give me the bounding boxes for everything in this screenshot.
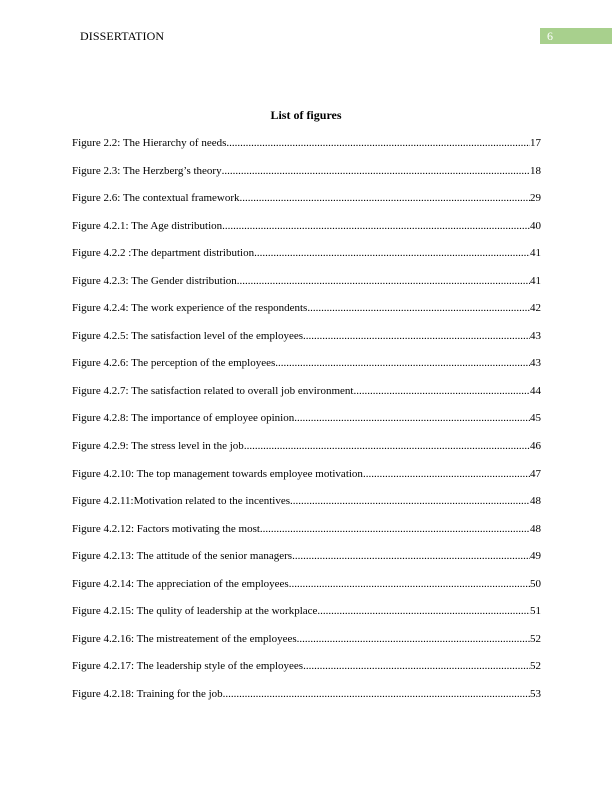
toc-entry-page: 45	[530, 412, 541, 425]
toc-entry[interactable]	[72, 301, 541, 329]
dot-leader	[237, 274, 530, 288]
dot-leader	[289, 577, 530, 591]
toc-entry-label: Figure 4.2.7: The satisfaction related to overall job environment	[72, 384, 354, 397]
toc-entry[interactable]	[72, 356, 541, 384]
toc-entry-label: Figure 2.6: The contextual framework	[72, 192, 240, 205]
toc-entry[interactable]	[72, 577, 541, 605]
toc-entry[interactable]	[72, 439, 541, 467]
dot-leader	[223, 687, 530, 701]
toc-entry-page: 51	[530, 605, 541, 618]
toc-entry[interactable]	[72, 329, 541, 357]
toc-entry-page: 41	[530, 247, 541, 260]
toc-entry-label: Figure 4.2.13: The attitude of the senior managers	[72, 550, 293, 563]
dot-leader	[303, 659, 530, 673]
toc-entry[interactable]	[72, 467, 541, 495]
toc-entry[interactable]	[72, 494, 541, 522]
toc-entry-page: 44	[530, 384, 541, 397]
dot-leader	[363, 467, 530, 481]
toc-entry[interactable]	[72, 522, 541, 550]
toc-entry[interactable]	[72, 219, 541, 247]
toc-entry-page: 46	[530, 440, 541, 453]
toc-entry[interactable]	[72, 687, 541, 715]
dot-leader	[275, 356, 530, 370]
toc-entry-page: 29	[530, 192, 541, 205]
dot-leader	[254, 246, 530, 260]
toc-entry[interactable]	[72, 549, 541, 577]
toc-entry-page: 18	[530, 164, 541, 177]
running-header: DISSERTATION	[80, 29, 165, 43]
toc-entry-label: Figure 4.2.4: The work experience of the respondents	[72, 302, 308, 315]
dot-leader	[292, 549, 530, 563]
toc-entry[interactable]	[72, 164, 541, 192]
toc-entry-page: 41	[530, 274, 541, 287]
dot-leader	[222, 164, 530, 178]
toc-entry-label: Figure 4.2.3: The Gender distribution	[72, 274, 237, 287]
toc-entry-label: Figure 4.2.6: The perception of the employees	[72, 357, 276, 370]
toc-entry-label: Figure 4.2.15: The qulity of leadership at the workplace	[72, 605, 318, 618]
toc-entry-page: 49	[530, 550, 541, 563]
toc-entry-label: Figure 4.2.11:Motivation related to the incentives	[72, 495, 291, 508]
toc-entry-label: Figure 4.2.9: The stress level in the job	[72, 440, 244, 453]
page-number: 6	[547, 29, 553, 43]
toc-entry[interactable]	[72, 246, 541, 274]
dot-leader	[317, 604, 530, 618]
toc-entry-label: Figure 4.2.8: The importance of employee opinion	[72, 412, 295, 425]
toc-entry-label: Figure 4.2.2 :The department distribution	[72, 247, 255, 260]
toc-entry-label: Figure 4.2.14: The appreciation of the employees	[72, 577, 289, 590]
dot-leader	[297, 632, 530, 646]
dot-leader	[260, 522, 530, 536]
dot-leader	[240, 191, 531, 205]
toc-entry-page: 17	[530, 137, 541, 149]
dot-leader	[353, 384, 530, 398]
dot-leader	[226, 136, 530, 150]
toc-entry-page: 52	[530, 660, 541, 673]
toc-entry-page: 43	[530, 357, 541, 370]
toc-entry[interactable]	[72, 604, 541, 632]
list-of-figures-title: List of figures	[270, 108, 342, 122]
dot-leader	[294, 411, 530, 425]
toc-entry[interactable]	[72, 411, 541, 439]
toc-entry-label: Figure 4.2.10: The top management towards employee motivation	[72, 467, 363, 480]
dot-leader	[244, 439, 530, 453]
toc-entry-page: 48	[530, 522, 541, 535]
dot-leader	[222, 219, 530, 233]
toc-entry[interactable]	[72, 136, 541, 164]
toc-entry-page: 42	[530, 302, 541, 315]
toc-entry-label: Figure 2.2: The Hierarchy of needs	[72, 137, 227, 149]
dot-leader	[307, 301, 530, 315]
toc-entry[interactable]	[72, 659, 541, 687]
list-of-figures	[72, 136, 541, 714]
toc-entry-page: 47	[530, 467, 541, 480]
toc-entry[interactable]	[72, 191, 541, 219]
toc-entry-label: Figure 2.3: The Herzberg’s theory	[72, 164, 222, 177]
dot-leader	[290, 494, 530, 508]
toc-entry-page: 50	[530, 577, 541, 590]
toc-entry-label: Figure 4.2.5: The satisfaction level of the employees	[72, 329, 304, 342]
toc-entry[interactable]	[72, 632, 541, 660]
toc-entry-label: Figure 4.2.1: The Age distribution	[72, 219, 223, 232]
toc-entry[interactable]	[72, 384, 541, 412]
toc-entry-label: Figure 4.2.18: Training for the job	[72, 687, 223, 700]
toc-entry-page: 48	[530, 495, 541, 508]
toc-entry-label: Figure 4.2.12: Factors motivating the most	[72, 522, 260, 535]
toc-entry-page: 43	[530, 329, 541, 342]
toc-entry-label: Figure 4.2.16: The mistreatement of the employees	[72, 632, 297, 645]
toc-entry-page: 53	[530, 687, 541, 700]
toc-entry-label: Figure 4.2.17: The leadership style of the employees	[72, 660, 304, 673]
dot-leader	[303, 329, 530, 343]
toc-entry-page: 52	[530, 632, 541, 645]
toc-entry[interactable]	[72, 274, 541, 302]
page-number-badge	[540, 28, 612, 44]
toc-entry-page: 40	[530, 219, 541, 232]
